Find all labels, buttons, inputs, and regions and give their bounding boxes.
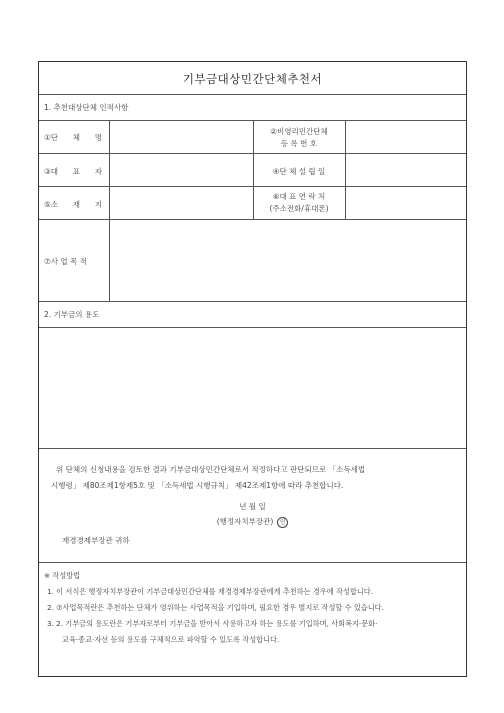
signer-line — [39, 516, 466, 528]
form-title: 기부금대상민간단체추천서 — [182, 72, 323, 86]
address-label: ⑤소 재 지 — [44, 200, 102, 209]
note-item-1: 1. 이 서식은 행정자치부장관이 기부금대상민간단체를 재경경제부장관에게 추천하는 경우에 작성합니다. — [47, 587, 373, 596]
recommendation-statement: 위 단체의 신청내용을 검토한 결과 기부금대상민간단체로서 적정하다고 판단되므로 「소득세법 시행령」 제80조제1항제5호 및 「소득세법 시행규칙」 제42조제1항에 따라 추천합니다. — [51, 465, 366, 490]
section1-end-divider — [39, 301, 466, 302]
business-purpose-label: ⑦사 업 목 적 — [44, 257, 87, 266]
representative-label: ③대 표 자 — [44, 167, 102, 176]
seal-mark: 인 — [277, 517, 288, 528]
date-line: 년 월 일 — [239, 502, 266, 511]
note-item-3: 3. 2. 기부금의 용도란은 기부자로부터 기부금을 받아서 사용하고자 하는 용도를 기입하며, 사회복지·문화· — [47, 619, 378, 628]
statement-end-divider — [39, 562, 466, 563]
establishment-date-label: ④단 체 설 립 일 — [272, 167, 326, 176]
note-item-2: 2. ⑦사업목적란은 추천하는 단체가 영위하는 사업목적을 기입하며, 필요한 경우 별지로 작성할 수 있습니다. — [47, 603, 384, 612]
note-item-3-continued: 교육·종교·자선 등의 용도를 구체적으로 파악할 수 있도록 작성합니다. — [62, 635, 280, 644]
org-name-label: ①단 체 명 — [44, 133, 102, 142]
registration-number-label: ②비영리민간단체 등 록 번 호 — [270, 127, 328, 148]
address-field[interactable] — [110, 187, 253, 219]
registration-number-field[interactable] — [346, 121, 466, 153]
representative-field[interactable] — [110, 154, 253, 186]
contact-label: ⑥대 표 연 락 처 (주소전화/휴대폰) — [269, 192, 329, 213]
establishment-date-field[interactable] — [346, 154, 466, 186]
contact-field[interactable] — [346, 187, 466, 219]
notes-heading: ※ 작성방법 — [44, 571, 81, 580]
donation-usage-field[interactable] — [39, 328, 466, 448]
recommendation-form — [38, 61, 467, 677]
signer-title: (행정자치부장관) — [216, 517, 274, 526]
section1-heading: 1. 추천대상단체 인적사항 — [44, 103, 129, 112]
business-purpose-field[interactable] — [110, 220, 466, 301]
recipient-line: 재경경제부장관 귀하 — [62, 536, 130, 545]
title-divider — [39, 94, 466, 95]
org-name-field[interactable] — [110, 121, 253, 153]
section2-heading: 2. 기부금의 용도 — [44, 310, 100, 319]
section2-end-divider — [39, 448, 466, 449]
